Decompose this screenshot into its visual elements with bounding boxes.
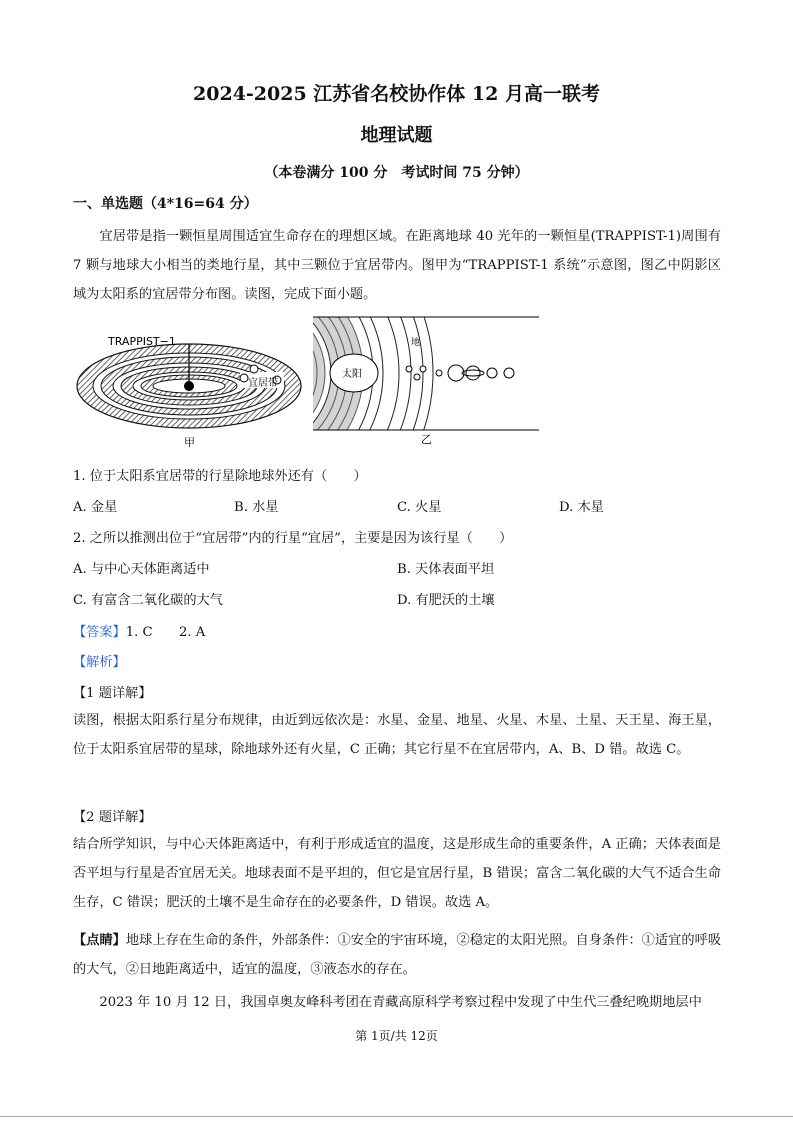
q1-option-d[interactable]: D. 木星 — [559, 500, 604, 515]
page-footer: 第 1页/共 12页 — [355, 1029, 438, 1043]
figure-jia-caption: 甲 — [184, 436, 195, 449]
figure-jia — [72, 328, 302, 450]
section-heading: 一、单选题（4*16=64 分） — [73, 196, 258, 212]
earth-label: 地 — [411, 338, 421, 348]
q2-option-b[interactable]: B. 天体表面平坦 — [397, 562, 495, 577]
tip-body: 地球上存在生命的条件，外部条件：①安全的宇宙环境，②稳定的太阳光照。自身条件：①适宜的呼吸的大气，②日地距离适中，适宜的温度，③液态水的存在。 — [73, 933, 722, 977]
answer-line — [73, 621, 205, 640]
q2-option-d[interactable]: D. 有肥沃的土壤 — [397, 593, 495, 608]
answer-tag: 【答案】 — [73, 625, 126, 640]
q2-option-a[interactable]: A. 与中心天体距离适中 — [73, 562, 210, 577]
intro-paragraph: 宜居带是指一颗恒星周围适宜生命存在的理想区域。在距离地球 40 光年的一颗恒星(TRAPPIST-1)周围有 7 颗与地球大小相当的类地行星，其中三颗位于宜居带内。图甲为“TRAPPIST-1 系统”示意图，图乙中阴影区域为太阳系的宜居带分布图。读图，完成下面小题。 — [73, 229, 721, 302]
exam-note: （本卷满分 100 分 考试时间 75 分钟） — [264, 165, 529, 181]
figure-yi-caption: 乙 — [421, 433, 432, 446]
sun-label: 太阳 — [342, 369, 362, 380]
q1-option-c[interactable]: C. 火星 — [397, 500, 442, 515]
question-1-stem: 1. 位于太阳系宜居带的行星除地球外还有（ ） — [73, 469, 367, 484]
q2-option-c[interactable]: C. 有富含二氧化碳的大气 — [73, 593, 223, 608]
answer-text: 1. C 2. A — [125, 625, 206, 640]
habitable-zone-label: 宜居带 — [248, 378, 278, 389]
question-2-stem: 2. 之所以推测出位于“宜居带”内的行星“宜居”，主要是因为该行星（ ） — [73, 531, 513, 546]
q1-option-b[interactable]: B. 水星 — [234, 500, 279, 515]
next-question-intro: 2023 年 10 月 12 日，我国卓奥友峰科考团在青藏高原科学考察过程中发现了中生代三叠纪晚期地层中 — [99, 995, 702, 1010]
trappist-label: TRAPPIST−1 — [108, 335, 176, 348]
tip-tag: 【点睛】 — [73, 933, 126, 948]
detail-1-body: 读图，根据太阳系行星分布规律，由近到远依次是：水星、金星、地星、火星、木星、土星、天王星、海王星，位于太阳系宜居带的星球，除地球外还有火星，C 正确；其它行星不在宜居带内，A、B、D 错。故选 C。 — [73, 713, 721, 757]
bottom-divider — [0, 1116, 793, 1117]
detail-1-heading: 【1 题详解】 — [73, 686, 152, 701]
figure-yi — [313, 315, 541, 446]
tip-block — [73, 926, 721, 984]
detail-2-heading: 【2 题详解】 — [73, 810, 152, 825]
trappist-star-mark — [184, 381, 194, 391]
page-title: 2024-2025 江苏省名校协作体 12 月高一联考 — [193, 83, 600, 105]
q1-option-a[interactable]: A. 金星 — [73, 500, 118, 515]
page-subtitle: 地理试题 — [360, 125, 433, 146]
analysis-tag: 【解析】 — [73, 655, 126, 670]
detail-2-body: 结合所学知识，与中心天体距离适中，有利于形成适宜的温度，这是形成生命的重要条件，A 正确；天体表面是否平坦与行星是否宜居无关。地球表面不是平坦的，但它是宜居行星，B 错误；富含二氧化碳的大气不适合生命生存，C 错误；肥沃的土壤不是生命存在的必要条件，D 错误。故选 A。 — [73, 837, 721, 910]
